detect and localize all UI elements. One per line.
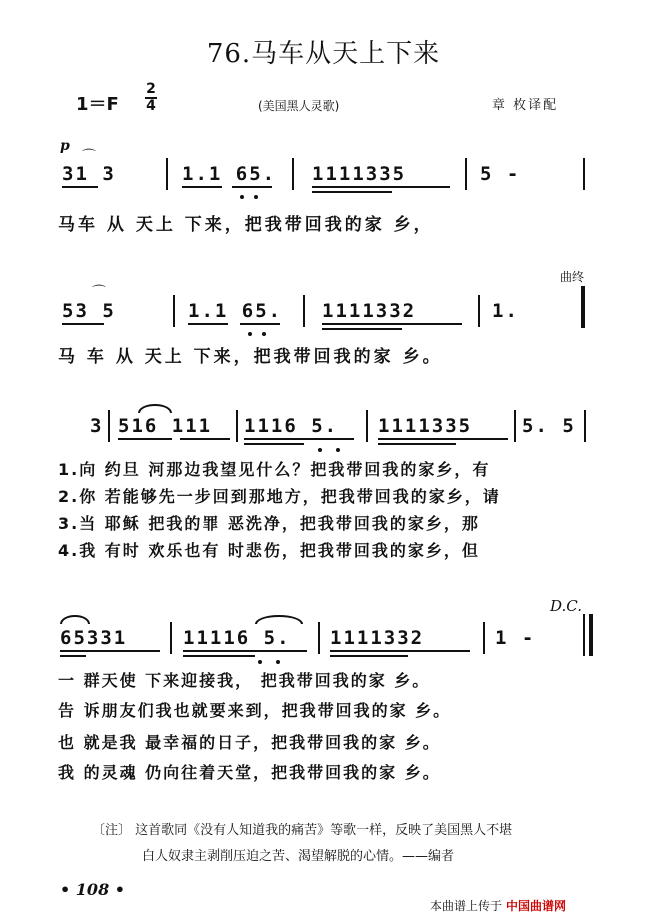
upload-watermark <box>430 897 566 914</box>
low-octave-dot <box>336 448 340 452</box>
slur-mark <box>138 404 172 413</box>
bar-line <box>465 158 467 190</box>
measure-notes: 1111335 <box>378 415 473 437</box>
measure-notes: 1111332 <box>322 300 417 322</box>
underline-beam <box>60 655 86 657</box>
underline-beam <box>378 438 508 440</box>
fermata-icon: ⌒ <box>82 149 96 165</box>
ending-mark: 曲终 <box>560 270 585 284</box>
bar-line <box>108 410 110 442</box>
bar-line <box>166 158 168 190</box>
time-signature <box>145 82 157 114</box>
underline-beam <box>188 323 228 325</box>
measure-notes: 1 - <box>495 627 536 649</box>
measure-notes: 53 5 <box>62 300 116 322</box>
underline-beam <box>330 655 408 657</box>
lyric-line: 一 群天使 下来迎接我， 把我带回我的家 乡。 <box>58 671 431 690</box>
lyric-line: 3.当 耶稣 把我的罪 恶洗净，把我带回我的家乡，那 <box>58 514 480 533</box>
lyric-line: 4.我 有时 欢乐也有 时悲伤，把我带回我的家乡，但 <box>58 541 480 560</box>
lyric-line: 我 的灵魂 仍向往着天堂，把我带回我的家 乡。 <box>58 763 441 782</box>
underline-beam <box>182 186 222 188</box>
underline-beam <box>322 323 462 325</box>
upload-text: 本曲谱上传于 <box>430 899 503 913</box>
lyric-line: 也 就是我 最幸福的日子，把我带回我的家 乡。 <box>58 733 441 752</box>
bar-line <box>173 295 175 327</box>
site-logo: 中国曲谱网 <box>506 899 567 913</box>
underline-beam <box>180 438 230 440</box>
final-bar-line <box>589 614 593 656</box>
low-octave-dot <box>318 448 322 452</box>
measure-notes: 11116 5. <box>183 627 291 649</box>
measure-notes: 5 - <box>480 163 521 185</box>
underline-beam <box>60 650 160 652</box>
measure-notes: 5. 5 <box>522 415 576 437</box>
measure-notes: 1111332 <box>330 627 425 649</box>
underline-beam <box>183 655 255 657</box>
lyric-line: 2.你 若能够先一步回到那地方，把我带回我的家乡，请 <box>58 487 501 506</box>
measure-notes: 1. <box>492 300 519 322</box>
measure-notes: 65331 <box>60 627 128 649</box>
footnote-line: 〔注〕 这首歌同《没有人知道我的痛苦》等歌一样，反映了美国黑人不堪 <box>92 823 513 838</box>
lyric-line: 马 车 从 天上 下来，把我带回我的家 乡。 <box>58 347 443 367</box>
low-octave-dot <box>248 332 252 336</box>
underline-beam <box>312 186 450 188</box>
measure-notes: 1.1 65. <box>182 163 277 185</box>
measure-notes: 3 <box>90 415 104 437</box>
underline-beam <box>244 438 354 440</box>
measure-notes: 1116 5. <box>244 415 339 437</box>
footnote <box>92 818 512 870</box>
low-octave-dot <box>276 660 280 664</box>
bar-line <box>583 158 585 190</box>
low-octave-dot <box>240 195 244 199</box>
low-octave-dot <box>254 195 258 199</box>
lyric-line: 告 诉朋友们我也就要来到，把我带回我的家 乡。 <box>58 701 452 720</box>
bar-line <box>303 295 305 327</box>
bar-line <box>478 295 480 327</box>
bar-line <box>514 410 516 442</box>
bar-line <box>318 622 320 654</box>
underline-beam <box>232 186 272 188</box>
translator-credit: 章 枚译配 <box>492 98 559 113</box>
fermata-icon: ⌒ <box>92 285 106 301</box>
underline-beam <box>118 438 172 440</box>
lyric-line: 1.向 约旦 河那边我望见什么？把我带回我的家乡，有 <box>58 460 491 479</box>
song-title: 76.马车从天上下来 <box>206 39 441 69</box>
dynamic-marking: p <box>60 138 70 154</box>
measure-notes: 1.1 65. <box>188 300 283 322</box>
bar-line <box>366 410 368 442</box>
bar-line <box>584 410 586 442</box>
underline-beam <box>62 323 104 325</box>
measure-notes: 1111335 <box>312 163 407 185</box>
low-octave-dot <box>258 660 262 664</box>
underline-beam <box>244 443 304 445</box>
measure-notes: 516 111 <box>118 415 213 437</box>
bar-line <box>583 614 585 656</box>
underline-beam <box>240 323 280 325</box>
song-subtitle: (美国黑人灵歌) <box>258 99 340 113</box>
da-capo-mark: D.C. <box>550 597 582 615</box>
underline-beam <box>322 328 402 330</box>
underline-beam <box>312 191 392 193</box>
final-bar-line <box>581 286 585 328</box>
bar-line <box>292 158 294 190</box>
low-octave-dot <box>262 332 266 336</box>
measure-notes: 31 3 <box>62 163 116 185</box>
bar-line <box>483 622 485 654</box>
time-signature-bottom: 4 <box>146 98 156 114</box>
key-signature: 1＝F <box>76 94 119 115</box>
bar-line <box>170 622 172 654</box>
underline-beam <box>378 443 456 445</box>
page-number: • 108 • <box>60 880 125 899</box>
slur-mark <box>255 615 303 624</box>
lyric-line: 马车 从 天上 下来，把我带回我的家 乡， <box>58 215 434 235</box>
underline-beam <box>62 186 98 188</box>
underline-beam <box>183 650 307 652</box>
underline-beam <box>330 650 470 652</box>
footnote-line: 白人奴隶主剥削压迫之苦、渴望解脱的心情。——编者 <box>142 849 455 864</box>
bar-line <box>236 410 238 442</box>
time-signature-top: 2 <box>146 81 156 97</box>
slur-mark <box>60 615 90 624</box>
